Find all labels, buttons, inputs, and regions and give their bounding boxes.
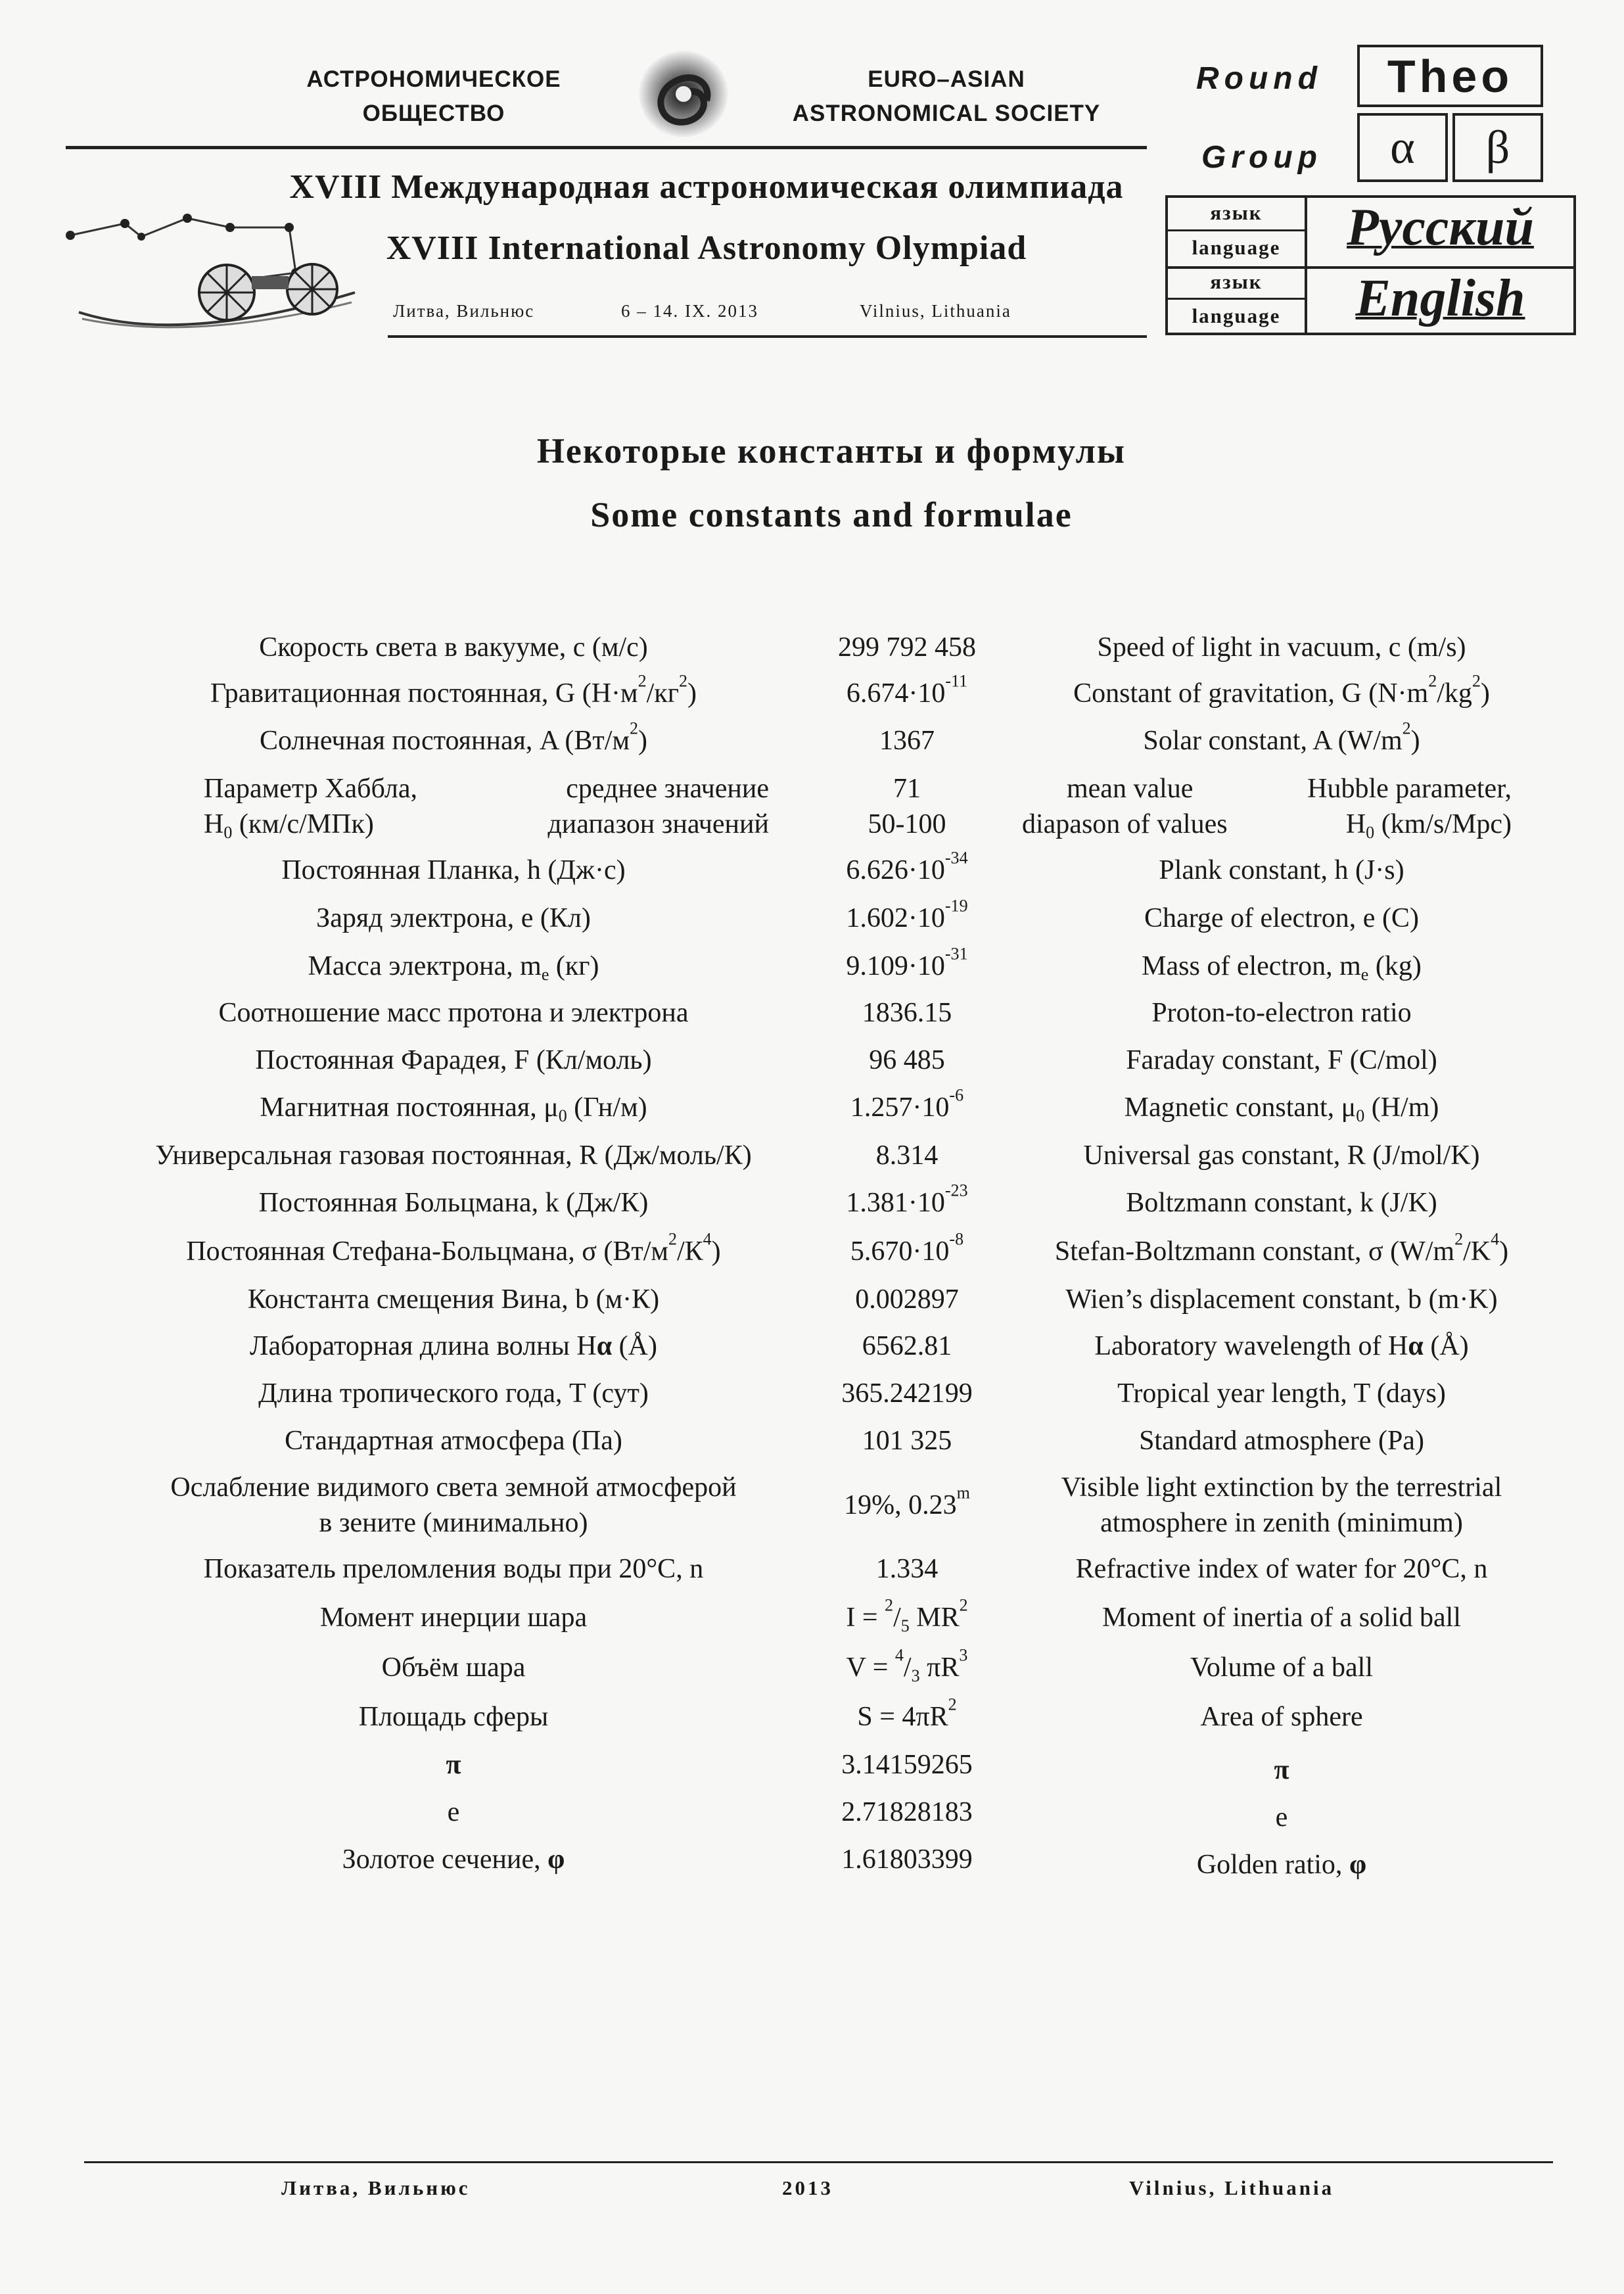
language-1: Русский [1347,199,1534,256]
org-name-en: EURO–ASIAN ASTRONOMICAL SOCIETY [792,66,1101,126]
doc-title-en: Some constants and formulae [590,495,1073,534]
place-en: Vilnius, Lithuania [860,301,1011,321]
footer-center: 2013 [782,2176,833,2199]
olympiad-title-ru: XVIII Международная астрономическая олимпиада [289,168,1124,206]
footer-rule [84,2161,1553,2163]
lang-word-en-2: language [1192,304,1281,327]
lang-divider-1 [1168,229,1305,231]
round-value-box [1357,45,1543,107]
round-label: Round [1196,61,1322,96]
language-table [1165,195,1576,335]
lang-divider-2 [1168,298,1305,300]
place-ru: Литва, Вильнюс [393,301,535,321]
group-alpha: α [1390,121,1415,174]
header-rule-top [66,146,1147,149]
lang-word-en-1: language [1192,236,1281,259]
lang-word-ru-2: язык [1210,270,1263,293]
olympiad-title-en: XVIII International Astronomy Olympiad [386,229,1027,267]
footer-left: Литва, Вильнюс [281,2176,471,2199]
group-beta: β [1485,121,1510,174]
org-name-ru: АСТРОНОМИЧЕСКОЕ ОБЩЕСТВО [306,66,561,126]
group-label: Group [1201,140,1322,175]
dates: 6 – 14. IX. 2013 [621,301,758,321]
group-alpha-box [1357,113,1448,182]
round-value: Theo [1387,50,1514,102]
header-rule-bottom [388,335,1147,338]
galaxy-icon [634,43,733,141]
lang-word-ru-1: язык [1210,201,1263,224]
doc-title-ru: Некоторые константы и формулы [536,431,1126,471]
language-2: English [1355,269,1525,327]
society-logo [634,43,733,141]
footer-right: Vilnius, Lithuania [1129,2176,1335,2199]
group-beta-box [1452,113,1543,182]
